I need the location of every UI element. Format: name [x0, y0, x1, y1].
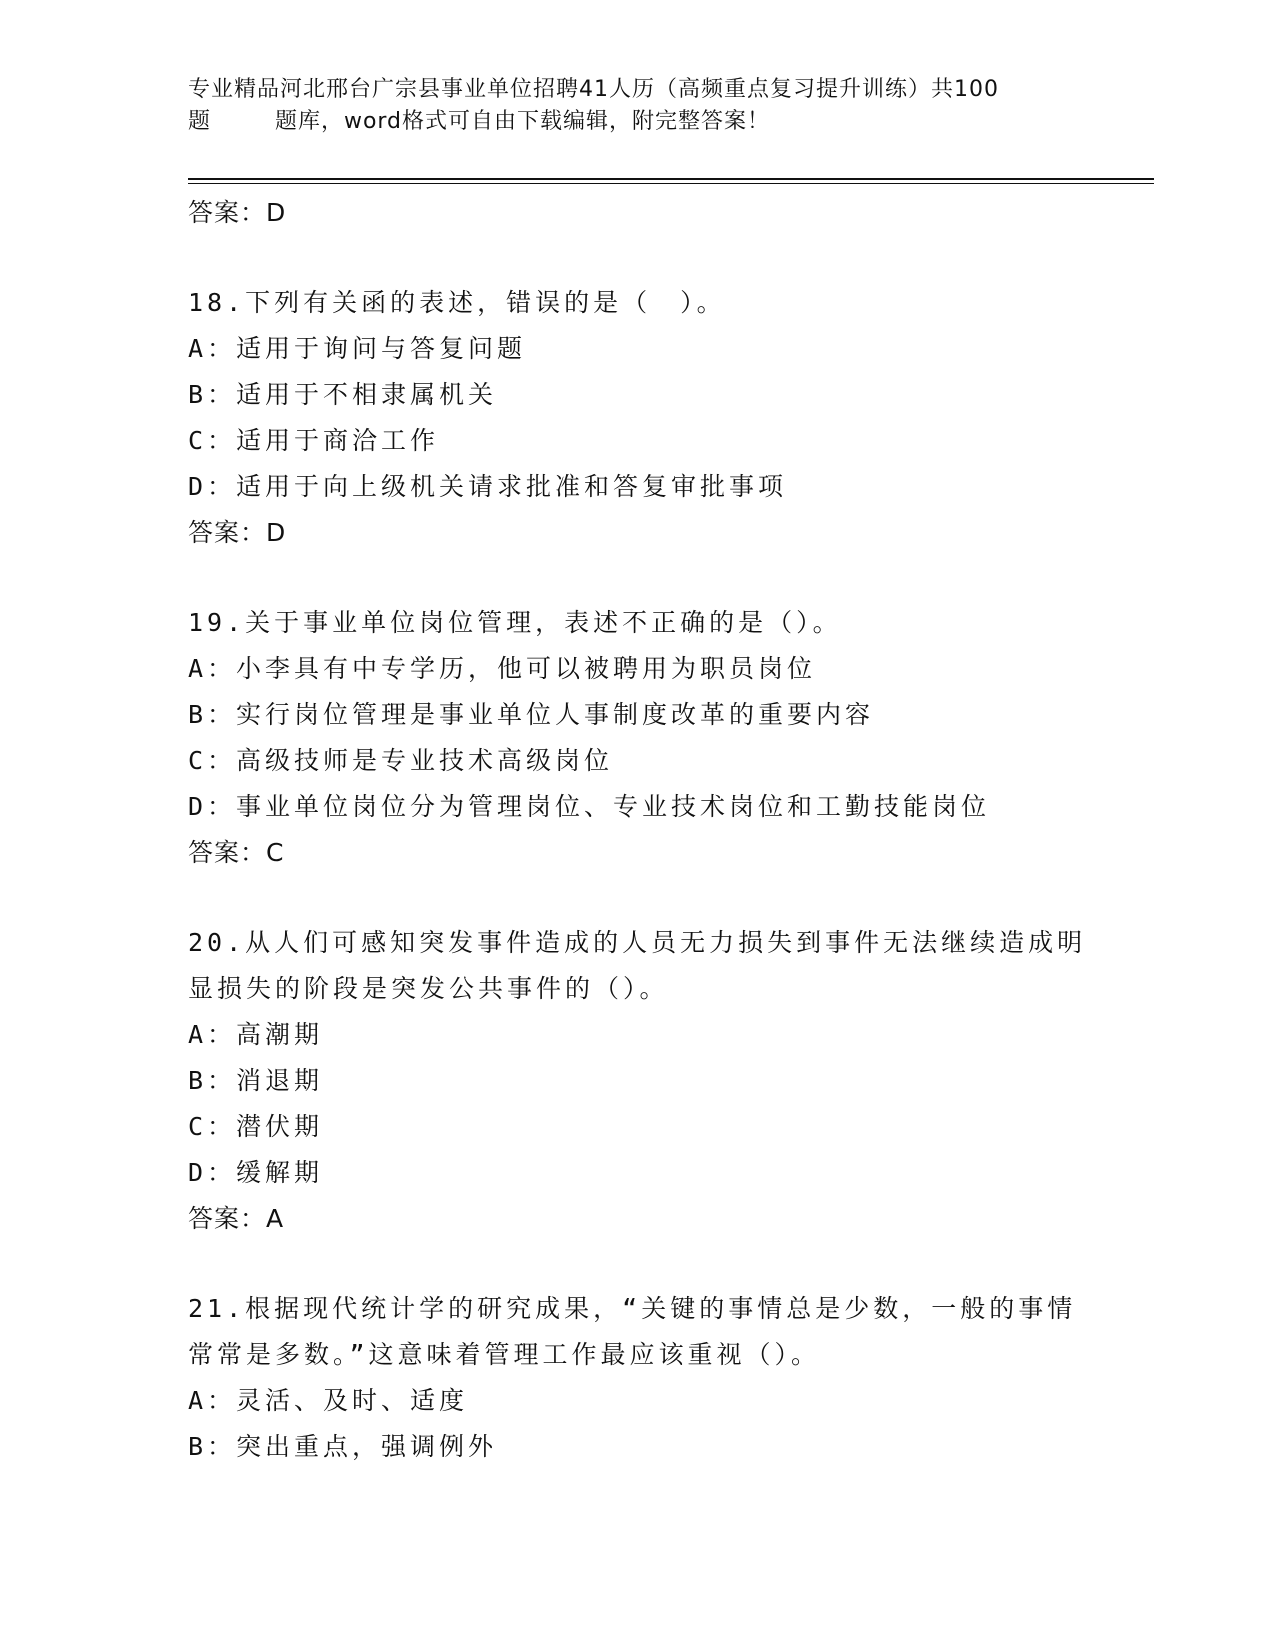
option-a: A：小李具有中专学历，他可以被聘用为职员岗位 — [188, 654, 817, 683]
answer-line: 答案：C — [188, 838, 285, 867]
option-b: B：实行岗位管理是事业单位人事制度改革的重要内容 — [188, 700, 875, 729]
question-19 — [188, 600, 1088, 876]
question-stem: 19.关于事业单位岗位管理，表述不正确的是（）。 — [188, 608, 842, 637]
question-21 — [188, 1286, 1088, 1470]
question-18 — [188, 280, 1088, 556]
option-a: A：高潮期 — [188, 1020, 324, 1049]
option-d: D：适用于向上级机关请求批准和答复审批事项 — [188, 472, 788, 501]
answer-line: 答案：A — [188, 1204, 285, 1233]
header-line-2: 题 题库，word格式可自由下载编辑，附完整答案！ — [188, 109, 771, 134]
option-a: A：灵活、及时、适度 — [188, 1386, 469, 1415]
question-stem: 18.下列有关函的表述，错误的是（ ）。 — [188, 288, 726, 317]
header-rule-thin — [188, 183, 1154, 184]
option-b: B：消退期 — [188, 1066, 324, 1095]
header-line-1: 专业精品河北邢台广宗县事业单位招聘41人历（高频重点复习提升训练）共100 — [188, 77, 999, 102]
option-c: C：适用于商洽工作 — [188, 426, 440, 455]
header-rule-thick — [188, 178, 1154, 180]
option-b: B：突出重点，强调例外 — [188, 1432, 498, 1461]
document-body — [188, 190, 1088, 1470]
page-header — [188, 74, 1088, 138]
option-b: B：适用于不相隶属机关 — [188, 380, 498, 409]
option-d: D：缓解期 — [188, 1158, 324, 1187]
question-stem: 21.根据现代统计学的研究成果，“关键的事情总是少数，一般的事情常常是多数。”这意味着管理工作最应该重视（）。 — [188, 1294, 1077, 1369]
answer-line: 答案：D — [188, 198, 287, 227]
question-stem: 20.从人们可感知突发事件造成的人员无力损失到事件无法继续造成明显损失的阶段是突发公共事件的（）。 — [188, 928, 1087, 1003]
option-a: A：适用于询问与答复问题 — [188, 334, 527, 363]
question-20 — [188, 920, 1088, 1242]
answer-line: 答案：D — [188, 518, 287, 547]
option-c: C：潜伏期 — [188, 1112, 324, 1141]
option-c: C：高级技师是专业技术高级岗位 — [188, 746, 614, 775]
option-d: D：事业单位岗位分为管理岗位、专业技术岗位和工勤技能岗位 — [188, 792, 991, 821]
